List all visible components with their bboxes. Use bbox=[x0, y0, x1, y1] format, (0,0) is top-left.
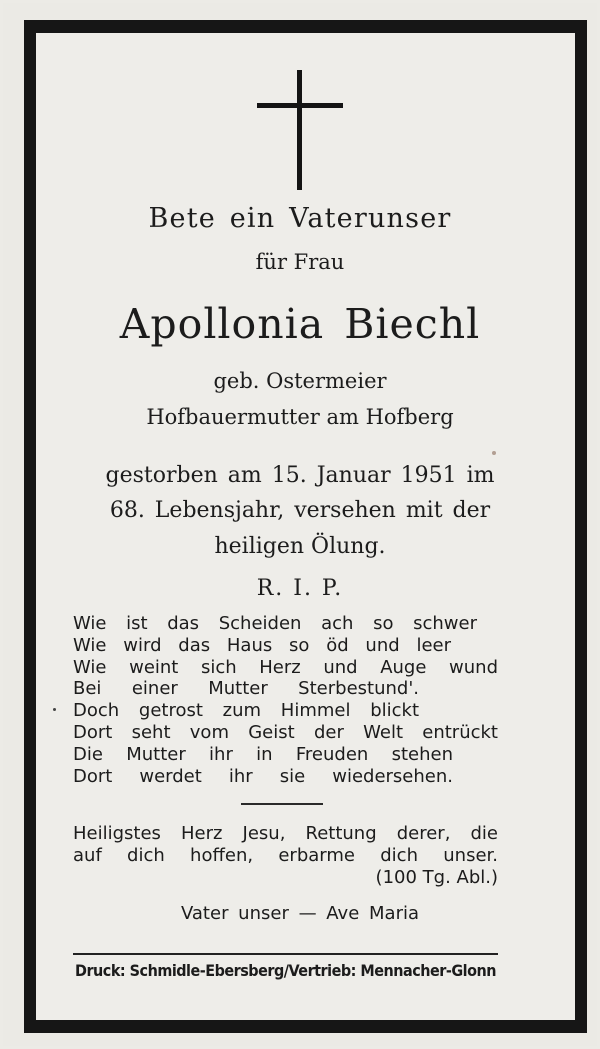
poem-line: Dort seht vom Geist der Welt entrückt bbox=[73, 721, 498, 743]
death-line-2: 68. Lebensjahr, versehen mit der bbox=[109, 498, 491, 523]
poem-line: Die Mutter ihr in Freuden stehen bbox=[73, 743, 453, 765]
divider-short bbox=[241, 803, 323, 805]
printer-credit: Druck: Schmidle-Ebersberg/Vertrieb: Mennacher-Glonn bbox=[75, 961, 496, 980]
poem-line: Wie ist das Scheiden ach so schwer bbox=[73, 613, 477, 634]
death-line-3: heiligen Ölung. bbox=[214, 534, 386, 559]
closing-prayers: Vater unser — Ave Maria bbox=[180, 903, 419, 924]
indulgence-note: (100 Tg. Abl.) bbox=[375, 867, 498, 888]
deceased-name: Apollonia Biechl bbox=[119, 300, 481, 348]
cross-icon bbox=[257, 70, 343, 190]
poem-line: Bei einer Mutter Sterbestund'. bbox=[73, 678, 419, 700]
poem-line: Dort werdet ihr sie wiedersehen. bbox=[73, 765, 453, 787]
deceased-title: Hofbauermutter am Hofberg bbox=[146, 405, 454, 429]
prayer-heading: Bete ein Vaterunser bbox=[148, 203, 452, 234]
poem bbox=[73, 613, 498, 787]
poem-line: Doch getrost zum Himmel blickt bbox=[73, 700, 419, 722]
death-line-1: gestorben am 15. Januar 1951 im bbox=[105, 463, 495, 488]
maiden-name: geb. Ostermeier bbox=[213, 369, 387, 393]
for-line: für Frau bbox=[255, 250, 345, 274]
prayer-line: auf dich hoffen, erbarme dich unser. bbox=[73, 845, 498, 866]
prayer-text bbox=[73, 823, 498, 889]
paper-speck bbox=[53, 708, 56, 711]
paper-speck bbox=[492, 451, 496, 455]
poem-line: Wie wird das Haus so öd und leer bbox=[73, 634, 451, 656]
prayer-line: Heiligstes Herz Jesu, Rettung derer, die bbox=[73, 823, 498, 844]
divider-long bbox=[73, 953, 498, 955]
memorial-card bbox=[3, 3, 597, 1046]
poem-line: Wie weint sich Herz und Auge wund bbox=[73, 656, 498, 678]
rip-text: R. I. P. bbox=[256, 576, 344, 601]
